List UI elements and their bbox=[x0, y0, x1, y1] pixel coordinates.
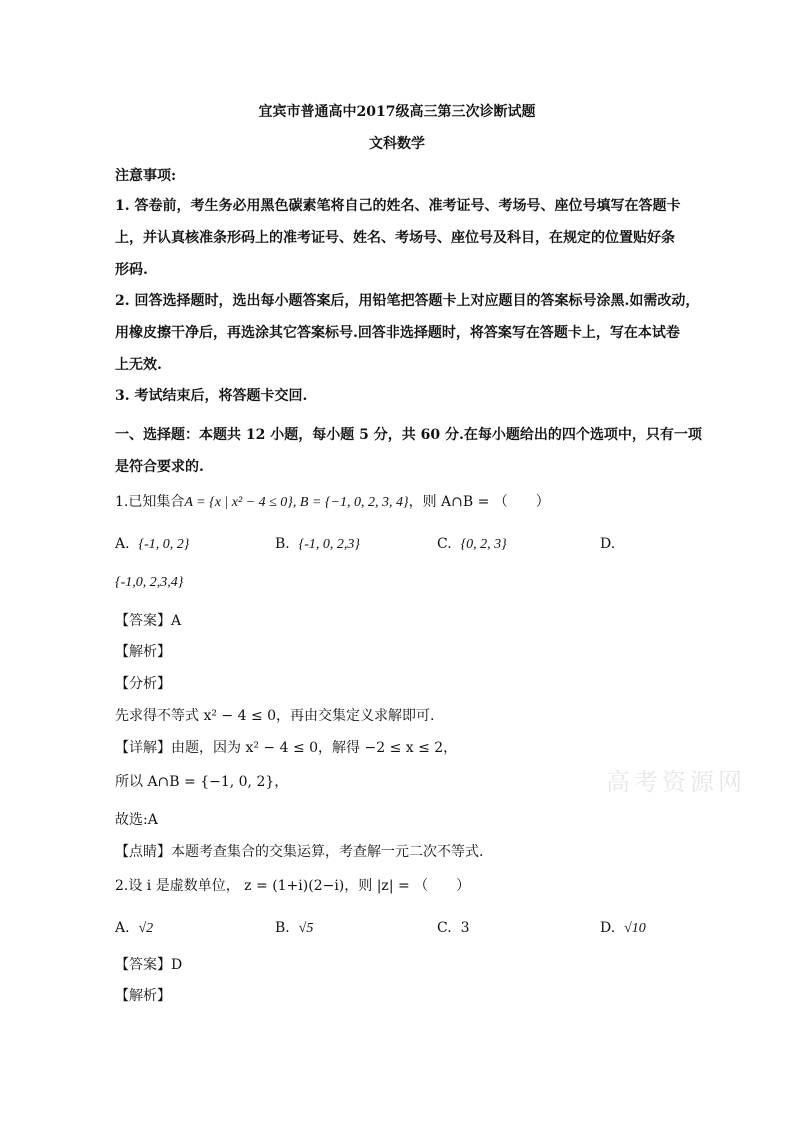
q1-choose: 故选:A bbox=[115, 812, 158, 828]
q1-set-b: , B = {−1, 0, 2, 3, 4} bbox=[292, 495, 409, 510]
page-subtitle: 文科数学 bbox=[369, 136, 425, 152]
q1-option-a: A. {-1, 0, 2} bbox=[115, 536, 190, 552]
q1-option-b: B. {-1, 0, 2,3} bbox=[275, 536, 361, 552]
q2-option-d: D. √10 bbox=[600, 920, 646, 936]
notice-item3: 3. 考试结束后，将答题卡交回. bbox=[115, 388, 308, 404]
q1-option-c: C. {0, 2, 3} bbox=[437, 536, 507, 552]
q1-option-d-label: D. bbox=[600, 536, 616, 552]
q1-stem bbox=[115, 492, 550, 513]
q2-analysis: 【解析】 bbox=[115, 988, 171, 1004]
notice-item2-line3: 上无效. bbox=[115, 357, 162, 373]
page-title: 宜宾市普通高中2017级高三第三次诊断试题 bbox=[258, 104, 536, 120]
q1-detail: 【详解】由题，因为 x² − 4 ≤ 0，解得 −2 ≤ x ≤ 2， bbox=[115, 740, 458, 756]
q1-fenxi: 【分析】 bbox=[115, 676, 171, 692]
notice-item1-line1: 1. 答卷前，考生务必用黑色碳素笔将自己的姓名、准考证号、考场号、座位号填写在答题卡 bbox=[115, 198, 681, 214]
watermark: 高考资源网 bbox=[606, 768, 746, 796]
q2-option-b: B. √5 bbox=[275, 920, 314, 936]
notice-item1-line3: 形码. bbox=[115, 262, 148, 278]
q1-set-a: A = {x | x² − 4 ≤ 0} bbox=[184, 495, 293, 510]
q1-so: 所以 A∩B = {−1, 0, 2}， bbox=[115, 774, 289, 790]
q2-answer: 【答案】D bbox=[115, 957, 183, 973]
q1-ask: ，则 A∩B = （ ） bbox=[408, 494, 550, 510]
q1-analysis: 【解析】 bbox=[115, 644, 171, 660]
notice-item1-line2: 上，并认真核准条形码上的准考证号、姓名、考场号、座位号及科目，在规定的位置贴好条 bbox=[115, 230, 675, 246]
notice-heading: 注意事项: bbox=[115, 168, 177, 184]
q1-option-d-value: {-1,0, 2,3,4} bbox=[115, 575, 184, 590]
q2-stem: 2.设 i 是虚数单位， z = (1+i)(2−i)，则 |z| = （ ） bbox=[115, 878, 471, 894]
section1-line1: 一、选择题：本题共 12 小题，每小题 5 分，共 60 分.在每小题给出的四个选项中，只有一项 bbox=[115, 427, 702, 443]
q1-point: 【点睛】本题考查集合的交集运算，考查解一元二次不等式. bbox=[115, 844, 484, 860]
notice-item2-line1: 2. 回答选择题时，选出每小题答案后，用铅笔把答题卡上对应题目的答案标号涂黑.如需改动， bbox=[115, 293, 700, 309]
q2-option-c: C. 3 bbox=[437, 920, 470, 936]
section1-line2: 是符合要求的. bbox=[115, 459, 204, 475]
notice-item2-line2: 用橡皮擦干净后，再选涂其它答案标号.回答非选择题时，将答案写在答题卡上，写在本试卷 bbox=[115, 325, 680, 341]
q1-answer: 【答案】A bbox=[115, 613, 182, 629]
q1-prefix: 1.已知集合 bbox=[115, 494, 185, 510]
q2-option-a: A. √2 bbox=[115, 920, 154, 936]
q1-fenxi-text: 先求得不等式 x² − 4 ≤ 0，再由交集定义求解即可. bbox=[115, 708, 435, 724]
